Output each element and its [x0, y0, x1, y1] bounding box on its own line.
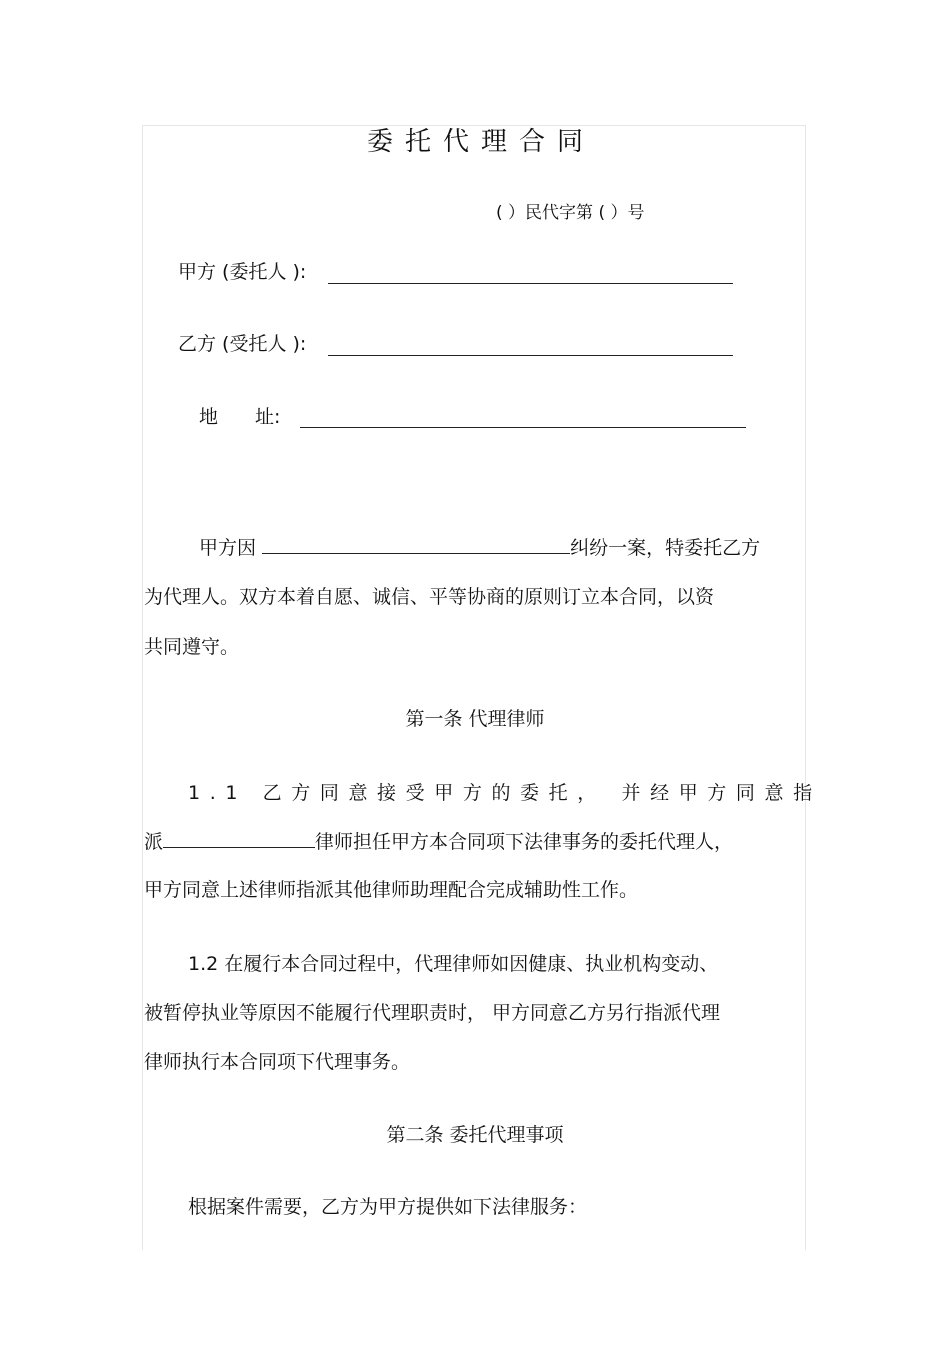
intro-line-1-prefix: 甲方因	[199, 537, 257, 559]
article-2-paragraph-1: 根据案件需要，乙方为甲方提供如下法律服务：	[188, 1196, 588, 1218]
clause-1-1-line-2	[144, 829, 733, 855]
article-2-heading: 第二条 委托代理事项	[386, 1124, 564, 1146]
party-a-label: 甲方 (委托人 ):	[178, 261, 307, 283]
lawyer-name-blank[interactable]	[163, 829, 315, 848]
party-b-label: 乙方 (受托人 ):	[178, 333, 307, 355]
address-label-part1: 地	[199, 406, 219, 428]
intro-line-1	[199, 535, 760, 561]
case-number: ( ）民代字第 ( ）号	[496, 203, 645, 223]
clause-1-1-line-1: 1.1 乙方同意接受甲方的委托， 并经甲方同意指	[188, 782, 822, 804]
clause-1-1-line-2-suffix: 律师担任甲方本合同项下法律事务的委托代理人，	[315, 831, 734, 853]
article-1-heading: 第一条 代理律师	[405, 708, 545, 730]
party-a-blank[interactable]	[328, 283, 733, 284]
clause-1-2-line-2: 被暂停执业等原因不能履行代理职责时， 甲方同意乙方另行指派代理	[144, 1002, 721, 1024]
clause-1-1-line-2-prefix: 派	[144, 831, 164, 853]
intro-line-2: 为代理人。双方本着自愿、诚信、平等协商的原则订立本合同，以资	[144, 586, 715, 608]
clause-1-2-line-3: 律师执行本合同项下代理事务。	[144, 1051, 411, 1073]
dispute-blank[interactable]	[262, 535, 570, 554]
party-b-blank[interactable]	[328, 355, 733, 356]
clause-1-2-line-1: 1.2 在履行本合同过程中，代理律师如因健康、执业机构变动、	[188, 953, 719, 975]
address-blank[interactable]	[300, 427, 746, 428]
intro-line-3: 共同遵守。	[144, 636, 240, 658]
intro-line-1-suffix: 纠纷一案，特委托乙方	[570, 537, 761, 559]
document-title: 委托代理合同	[366, 127, 595, 157]
clause-1-1-line-3: 甲方同意上述律师指派其他律师助理配合完成辅助性工作。	[144, 879, 639, 901]
page-frame	[142, 125, 806, 1250]
address-label-part2: 址:	[255, 406, 281, 428]
